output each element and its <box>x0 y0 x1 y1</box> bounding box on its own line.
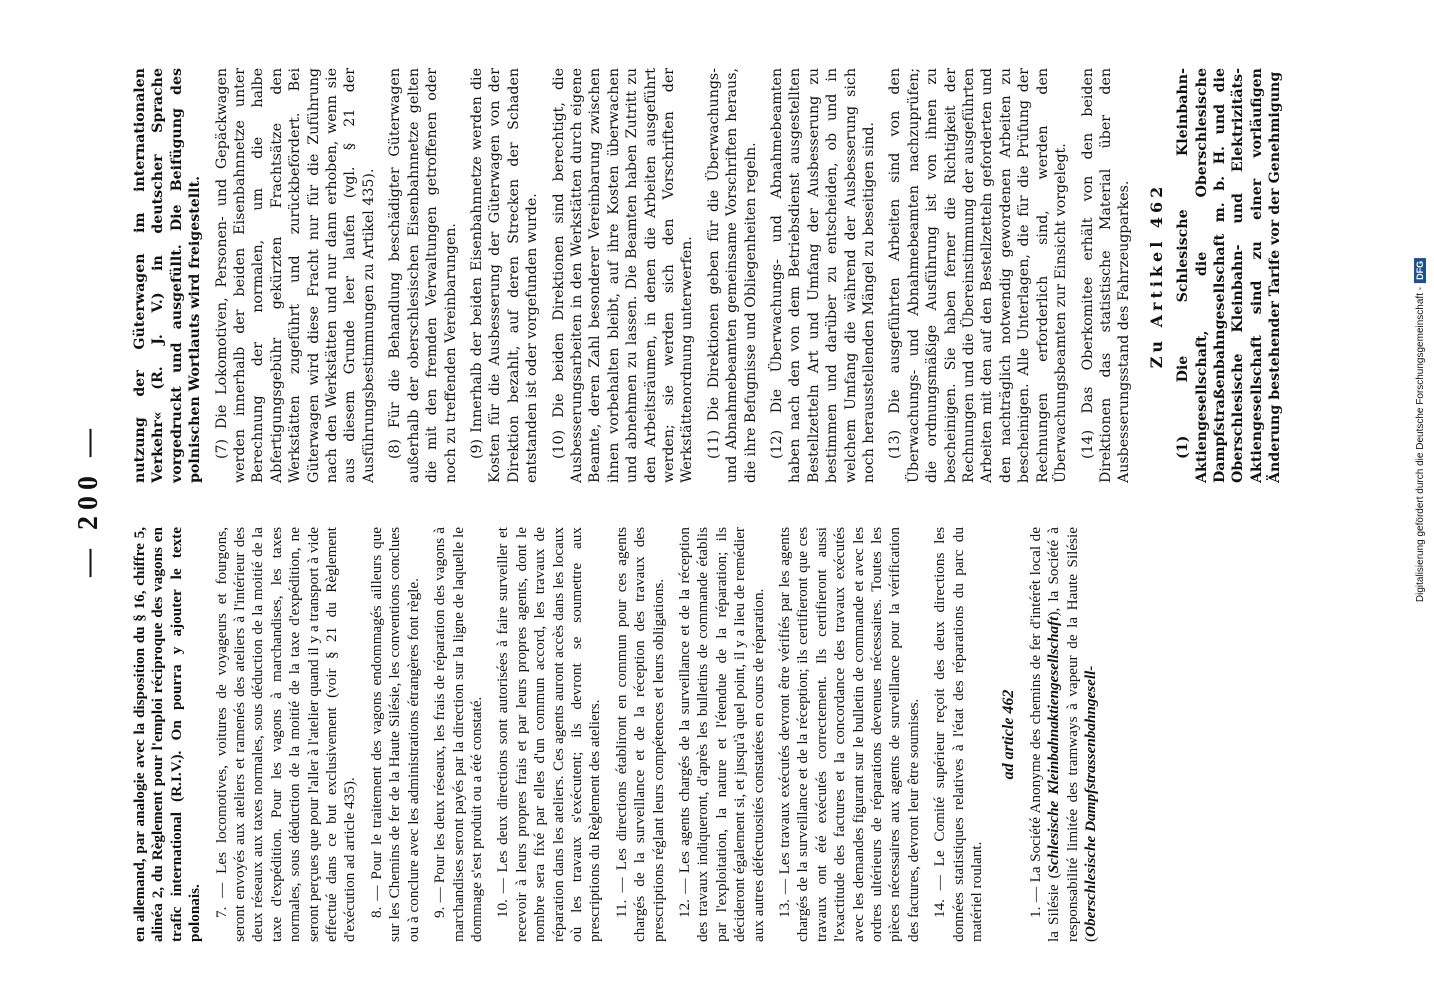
dfg-logo: DFG <box>1414 258 1426 283</box>
french-paragraph-10: 10. — Les deux directions sont autorisées à faire surveiller et recevoir à leurs propres frais et par leurs propres agents, dont le nombre sera fixé par elles d'un commun accord, les travaux de réparation dans les ateliers. Ces agents auront accès dans les locaux où les travaux s'exécutent; ils devront se soumettre aux prescriptions du Règlement des ateliers. <box>494 527 604 942</box>
german-paragraph-13: (13) Die ausgeführten Arbeiten sind von den Überwachungs- und Abnahmebeamten nachzuprüfen; die ordnungsmäßige Ausführung ist von ihnen zu bescheinigen. Sie haben ferner die Richtigkeit der Rechnungen und die Übereinstimmung der ausgeführten Arbeiten mit den auf den Bestellzetteln geforderten und den nachträglich notwendig gewordenen Arbeiten zu bescheinigen. Alle Unterlagen, die für die Prüfung der Rechnungen erforderlich sind, werden den Überwachungsbeamten zur Einsicht vorgelegt. <box>887 68 1070 483</box>
german-paragraph-9: (9) Innerhalb der beiden Eisenbahnnetze werden die Kosten für die Ausbesserung der Güterwagen von der Direktion bezahlt, auf deren Strecken der Schaden entstanden ist oder vorgefunden wurde. <box>468 68 541 483</box>
german-paragraph-12: (12) Die Überwachungs- und Abnahmebeamten haben nach den von dem Betriebsdienst ausgestellten Bestellzetteln Art und Umfang der Ausbesserung zu bestimmen und darüber zu entscheiden, ob und in welchem Umfang die während der Ausbesserung sich noch herausstellenden Mängel zu beseitigen sind. <box>769 68 878 483</box>
french-paragraph-11: 11. — Les directions établiront en commun pour ces agents chargés de la surveillance et de la réception des travaux des prescriptions réglant leurs compétences et leurs obligations. <box>612 527 667 942</box>
german-paragraph-1: (1) Die Schlesische Kleinbahn-Aktiengesellschaft, die Oberschlesische Dampfstraßenbahngesellschaft m. b. H. und die Oberschlesische Kleinbahn- und Elektrizitäts-Aktiengesellschaft sind zu einer vorläufigen Änderung bestehender Tarife vor der Genehmigung <box>1175 68 1284 483</box>
german-paragraph-intro: nutzung der Güterwagen im internationalen Verkehr« (R. J. V.) in deutscher Sprache vorgedruckt und ausgefüllt. Die Beifügung des polnischen Wortlauts wird freigestellt. <box>132 68 204 483</box>
french-paragraph-8: 8. — Pour le traitement des vagons endommagés ailleurs que sur les Chemins de fer de la Haute Silésie, les conventions conclues ou à conclure avec les administrations étrangères font règle. <box>367 527 422 942</box>
german-paragraph-10: (10) Die beiden Direktionen sind berechtigt, die Ausbesserungsarbeiten in den Werkstätten durch eigene Beamte, deren Zahl besonderer Vereinbarung zwischen ihnen vorbehalten bleibt, auf ihre Kosten überwachen und abnehmen zu lassen. Die Beamten haben Zutritt zu den Arbeitsräumen, in denen die Arbeiten ausgeführt werden; sie werden sich den Vorschriften der Werkstättenordnung unterwerfen. <box>550 68 696 483</box>
german-paragraph-11: (11) Die Direktionen geben für die Überwachungs- und Abnahmebeamten gemeinsame Vorschriften heraus, die ihre Befugnisse und Obliegenheiten regeln. <box>705 68 759 483</box>
french-company-name-2: Oberschlesische Dampfstrassenbahngesell- <box>1082 665 1100 937</box>
french-company-name-1: Schlesische Kleinbahnaktiengesellschaft <box>1045 616 1063 874</box>
two-column-body <box>131 46 1331 964</box>
french-paragraph-9: 9. — Pour les deux réseaux, les frais de réparation des vagons à marchandises seront payés par la direction sur la ligne de laquelle le dommage s'est produit ou a été constaté. <box>431 527 485 942</box>
german-paragraph-7: (7) Die Lokomotiven, Personen- und Gepäckwagen werden innerhalb der beiden Eisenbahnnetze unter Berechnung der normalen, um die halbe Abfertigungsgebühr gekürzten Frachtsätze den Werkstätten zugeführt und zurückbefördert. Bei Güterwagen wird diese Fracht nur für die Zuführung nach den Werkstätten und nur dann erhoben, wenn sie aus diesem Grunde leer laufen (vgl. § 21 der Ausführungsbestimmungen zu Artikel 435). <box>213 68 377 483</box>
french-paragraph-14: 14. — Le Comité supérieur reçoit des deux directions les données statistiques relatives à l'état des réparations du parc du matériel roulant. <box>931 527 986 942</box>
digitization-credit <box>1408 0 1432 1000</box>
french-paragraph-1 <box>1027 527 1101 942</box>
french-article-heading: ad article 462 <box>1000 689 1018 780</box>
german-paragraph-14: (14) Das Oberkomitee erhält von den beiden Direktionen das statistische Material über den Ausbesserungsstand des Fahrzeugparkes. <box>1079 68 1133 483</box>
french-paragraph-intro: en allemand, par analogie avec la disposition du § 16, chiffre 5, alinéa 2, du Règlement pour l'emploi réciproque des vagons en trafic international (R.I.V.). On pourra y ajouter le texte polonais. <box>131 527 204 942</box>
french-paragraph-13: 13. — Les travaux exécutés devront être vérifiés par les agents chargés de la surveillance et de la réception; ils certifieront que ces travaux ont été exécutés correctement. Ils certifieront aussi l'exactitude des factures et la concordance des travaux exécutés avec les demandes figurant sur le bulletin de commande et avec les ordres ultérieurs de réparations devenues nécessaires. Toutes les pièces nécessaires aux agents de surveillance pour la vérification des factures, devront leur être soumises. <box>776 527 922 942</box>
french-paragraph-1-part-c: ), la Société à responsabilité limitée des tramways à vapeur de la Haute Silésie ( <box>1045 526 1100 942</box>
german-paragraph-8: (8) Für die Behandlung beschädigter Güterwagen außerhalb der oberschlesischen Eisenbahnnetze gelten die mit den fremden Verwaltungen getroffenen oder noch zu treffenden Vereinbarungen. <box>387 68 459 483</box>
rotated-page-content <box>67 0 1367 1000</box>
digitization-credit-line <box>1414 258 1426 602</box>
page-number: — 200 — <box>73 423 104 577</box>
french-paragraph-7: 7. — Les locomotives, voitures de voyageurs et fourgons, seront envoyés aux ateliers et ramenés des ateliers à l'intérieur des deux réseaux aux taxes normales, sous déduction de la moitié de la taxe d'expédition. Pour les vagons à marchandises, les taxes normales, sous déduction de la moitié de la taxe d'expédition, ne seront perçues que pour l'aller à l'atelier quand il y a transport à vide effectué dans ce but exclusivement (voir § 21 du Règlement d'exécution ad article 435). <box>212 527 359 942</box>
french-paragraph-1-part-a: 1. — La Société Anonyme des chemins de fer d'intérêt local de la Silésie ( <box>1026 527 1063 942</box>
french-column <box>131 505 1331 964</box>
german-article-heading: Zu Artikel 462 <box>1146 182 1166 369</box>
credit-text: Digitalisierung gefördert durch die Deutsche Forschungsgemeinschaft - <box>1414 286 1426 603</box>
french-paragraph-12: 12. — Les agents chargés de la surveillance et de la réception des travaux indiqueront, d'après les bulletins de commande établis par l'exploitation, la nature et l'étendue de la réparation; ils décideront également si, et jusqu'à quel point, il y a lieu de remédier aux autres défectuosités constatées en cours de réparation. <box>675 527 767 942</box>
german-column <box>131 46 1331 505</box>
